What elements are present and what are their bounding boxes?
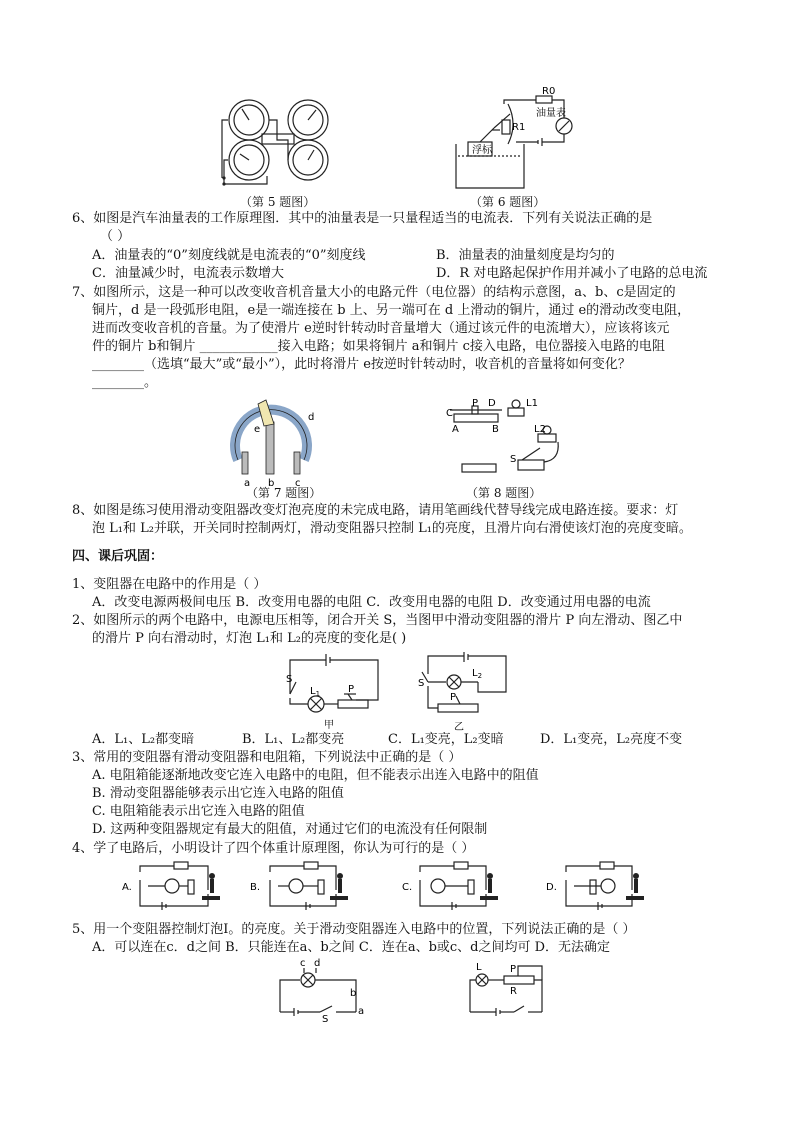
- p2-line2: 的滑片 P 向右滑动时，灯泡 L₁和 L₂的亮度的变化是( ): [92, 631, 407, 646]
- p1-stem: 1、变阻器在电路中的作用是（ ）: [72, 577, 267, 592]
- fig8-label-s: S: [510, 454, 517, 465]
- p2-option-d: D．L₁变亮，L₂亮度不变: [540, 732, 683, 747]
- fig7-potentiometer: [226, 394, 316, 489]
- fig7-label-e: e: [254, 424, 261, 435]
- fig6-r0-label: R0: [542, 86, 556, 97]
- p1-options: A．改变电源两极间电压 B．改变用电器的电阻 C．改变用电器的电阻 D．改变通过用电器的电流: [92, 595, 651, 610]
- p2-fig-jia-label: 甲: [324, 720, 334, 731]
- fig8-caption: （第 8 题图）: [466, 486, 542, 500]
- q7-line5: ________（选填“最大”或“最小”），此时将滑片 e按逆时针转动时，收音机的音量将如何变化？: [92, 357, 631, 372]
- svg-text:P: P: [510, 964, 517, 975]
- q6-row2: [92, 265, 707, 283]
- p3-option-a: A. 电阻箱能逐渐地改变它连入电路中的电阻，但不能表示出连入电路中的阻值: [92, 768, 539, 783]
- fig7-label-b: b: [268, 478, 275, 489]
- svg-text:a: a: [358, 1006, 365, 1017]
- q7-line1: 7、如图所示，这是一种可以改变收音机音量大小的电路元件（电位器）的结构示意图，a、b、c是固定的: [72, 285, 676, 300]
- fig7-label-d: d: [308, 412, 315, 423]
- fig8-circuit: [446, 400, 566, 484]
- svg-text:b: b: [350, 988, 357, 999]
- q7-line6: ________。: [92, 375, 158, 390]
- p5-options: A．可以连在c．d之间 B．只能连在a、b之间 C．连在a、b或c、d之间均可 D．无法确定: [92, 940, 611, 955]
- p2-option-b: B．L₁、L₂都变亮: [242, 732, 345, 747]
- fig8-label-c: C: [446, 408, 453, 419]
- fig7-caption: （第 7 题图）: [246, 486, 322, 500]
- svg-text:R: R: [510, 986, 517, 997]
- fig5-dials: [222, 96, 342, 192]
- fig7-label-a: a: [244, 478, 251, 489]
- q7-line4: 件的铜片 b和铜片 ____________接入电路；如果将铜片 a和铜片 c接入电路，电位器接入电路的电阻: [92, 339, 665, 354]
- p5-circuit-right: [466, 962, 552, 1024]
- p4-scale-diagrams: [120, 860, 640, 918]
- fig6-fuel-gauge: [446, 86, 576, 192]
- p4-stem: 4、学了电路后，小明设计了四个体重计原理图，你认为可行的是（ ）: [72, 841, 475, 856]
- section-heading: 四、课后巩固：: [72, 549, 164, 564]
- fig6-float-label: 浮标: [472, 145, 492, 156]
- fig8-label-p: P: [472, 398, 479, 409]
- p2-circuit-yi: [416, 652, 516, 734]
- svg-text:P: P: [450, 692, 457, 703]
- p4-label-d: D.: [546, 882, 557, 893]
- q7-line2: 铜片，d 是一段弧形电阻，e是一端连接在 b 上、另一端可在 d 上滑动的铜片，通过 e的滑动改变电阻，: [92, 303, 691, 318]
- q6-stem: 6、如图是汽车油量表的工作原理图．其中的油量表是一只量程适当的电流表．下列有关说法正确的是: [72, 211, 653, 226]
- svg-text:S: S: [286, 674, 293, 685]
- q6-option-a: A．油量表的“0”刻度线就是电流表的“0”刻度线: [92, 248, 366, 263]
- svg-text:P: P: [348, 684, 355, 695]
- p3-stem: 3、常用的变阻器有滑动变阻器和电阻箱，下列说法中正确的是（ ）: [72, 750, 462, 765]
- svg-text:c: c: [300, 958, 306, 969]
- q7-line3: 进而改变收音机的音量。为了使滑片 e逆时针转动时音量增大（通过该元件的电流增大），应该将该元: [92, 321, 670, 336]
- svg-text:S: S: [418, 678, 425, 689]
- q6-option-b: B．油量表的油量刻度是均匀的: [436, 248, 615, 263]
- p5-circuit-left: [276, 960, 366, 1024]
- p2-options: [92, 731, 682, 749]
- svg-text:d: d: [314, 958, 321, 969]
- p3-option-c: C. 电阻箱能表示出它连入电路的阻值: [92, 804, 305, 819]
- q6-option-d: D．R 对电路起保护作用并减小了电路的总电流: [436, 266, 708, 281]
- svg-text:L1: $L_1$: [310, 686, 321, 698]
- p5-stem: 5、用一个变阻器控制灯泡Ⅰ。的亮度。关于滑动变阻器连入电路中的位置，下列说法正确的是（ ）: [72, 922, 636, 937]
- p2-circuit-jia: [282, 654, 382, 732]
- fig8-label-l1: L1: [526, 398, 538, 409]
- fig6-r1-label: R1: [512, 122, 526, 133]
- q8-line1: 8、如图是练习使用滑动变阻器改变灯泡亮度的未完成电路，请用笔画线代替导线完成电路连接。要求：灯: [72, 503, 679, 518]
- p4-label-a: A.: [122, 882, 132, 893]
- p4-label-b: B.: [250, 882, 261, 893]
- fig8-label-l2: L2: [534, 424, 546, 435]
- fig8-label-a: A: [452, 424, 459, 435]
- q6-blank: （ ）: [100, 229, 131, 244]
- fig8-label-d: D: [488, 398, 496, 409]
- p3-option-b: B. 滑动变阻器能够表示出它连入电路的阻值: [92, 786, 344, 801]
- fig5-caption: （第 5 题图）: [240, 195, 316, 209]
- p3-option-d: D. 这两种变阻器规定有最大的阻值，对通过它们的电流没有任何限制: [92, 822, 488, 837]
- p2-fig-yi-label: 乙: [454, 722, 464, 733]
- p2-option-c: C．L₁变亮，L₂变暗: [388, 732, 504, 747]
- svg-text:S: S: [322, 1014, 329, 1025]
- p2-line1: 2、如图所示的两个电路中，电源电压相等，闭合开关 S，当图甲中滑动变阻器的滑片 P 向左滑动、图乙中: [72, 613, 683, 628]
- q8-line2: 泡 L₁和 L₂并联，开关同时控制两灯，滑动变阻器只控制 L₁的亮度，且滑片向右滑使该灯泡的亮度变暗。: [92, 521, 692, 536]
- q6-option-c: C．油量减少时，电流表示数增大: [92, 266, 284, 281]
- svg-text:L2: $L_2$: [472, 668, 483, 680]
- fig6-meter-label: 油量表: [536, 108, 566, 119]
- p2-option-a: A．L₁、L₂都变暗: [92, 732, 195, 747]
- fig6-caption: （第 6 题图）: [470, 195, 546, 209]
- svg-text:L: L: [476, 962, 482, 973]
- fig7-label-c: c: [295, 478, 301, 489]
- q6-row1: [92, 247, 615, 265]
- fig8-label-b: B: [492, 424, 499, 435]
- p4-label-c: C.: [402, 882, 413, 893]
